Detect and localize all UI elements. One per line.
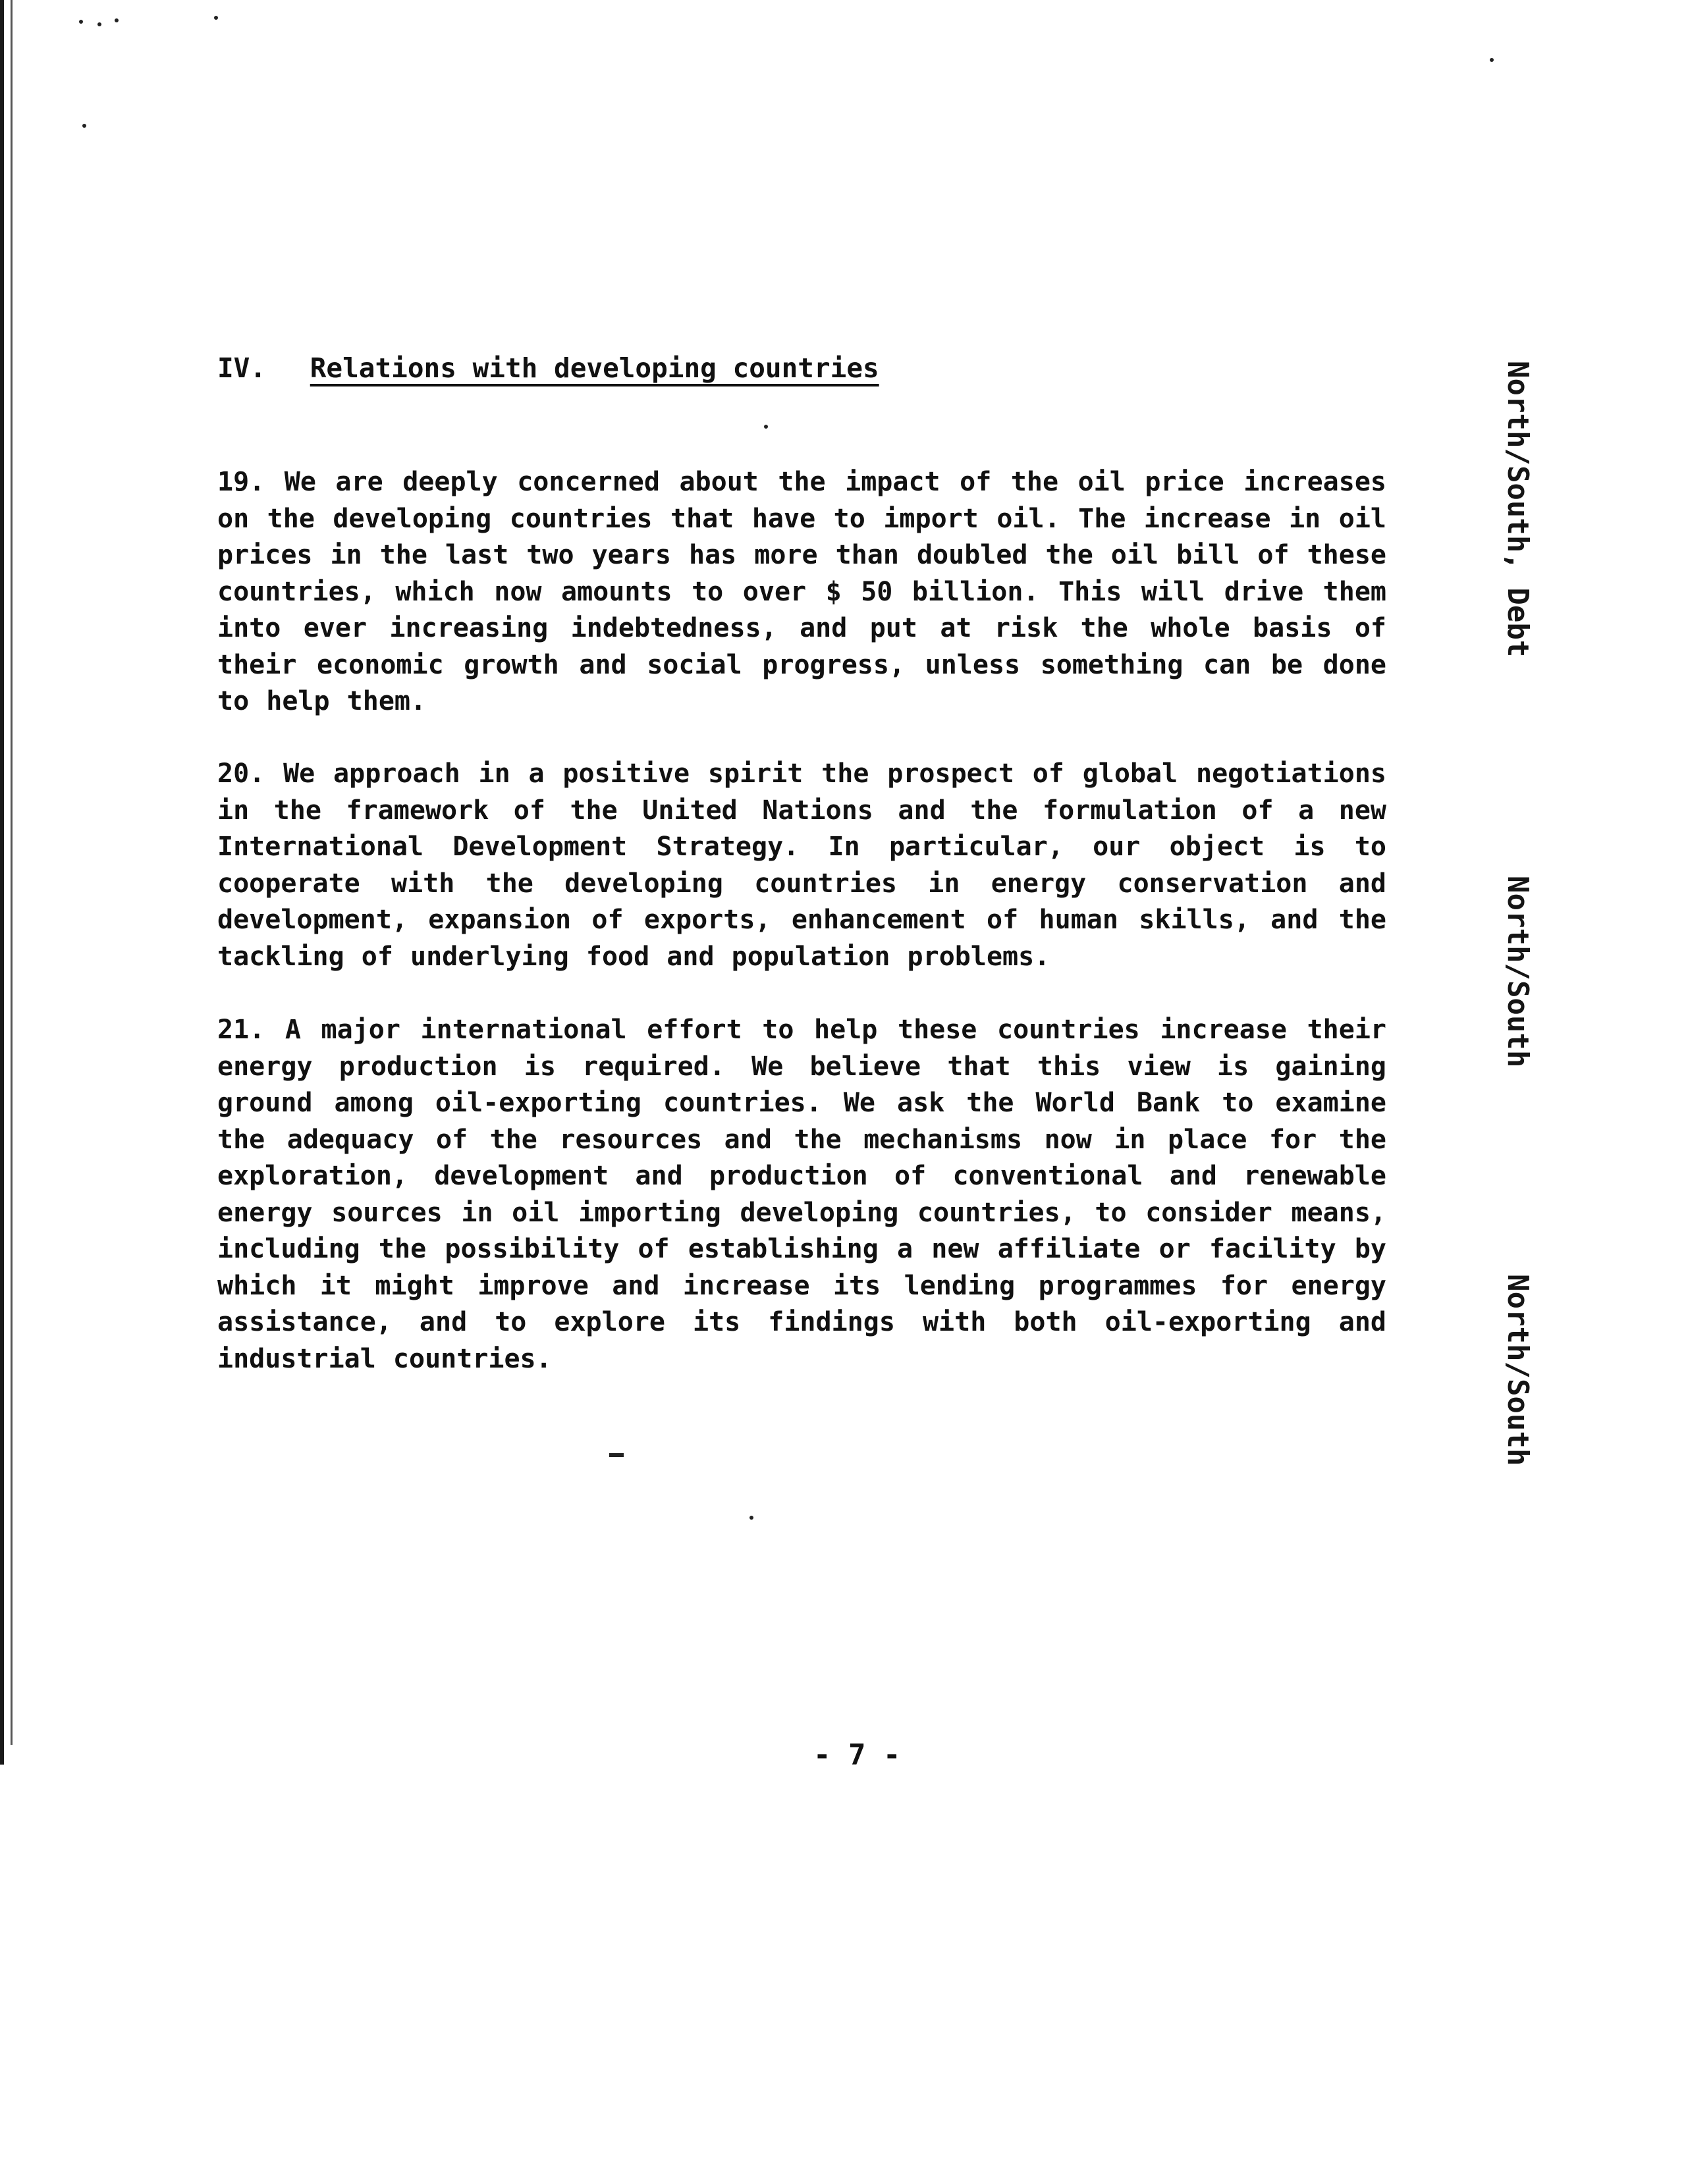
section-number: IV. (217, 352, 267, 384)
section-heading (217, 352, 879, 384)
paragraph-21: 21. A major international effort to help these countries increase their energy production is required. We believe that this view is gaining ground among oil-exporting countries. We ask the World Bank to examine the adequacy of the resources and the mechanisms now in place for the exploration, development and production of conventional and renewable energy sources in oil importing developing countries, to consider means, including the possibility of establishing a new affiliate or facility by which it might improve and increase its lending programmes for energy assistance, and to explore its findings with both oil-exporting and industrial countries. (217, 1015, 1386, 1374)
paragraph-19: 19. We are deeply concerned about the impact of the oil price increases on the developing countries that have to import oil. The increase in oil prices in the last two years has more than doubled the oil bill of these countries, which now amounts to over $ 50 billion. This will drive them into ever increasing indebtedness, and put at risk the whole basis of their economic growth and social progress, unless something can be done to help them. (217, 467, 1386, 716)
section-title: Relations with developing countries (310, 352, 879, 384)
margin-note-north-south: North/South (1501, 876, 1535, 1068)
scan-speck (764, 425, 768, 429)
page-number: - 7 - (813, 1738, 901, 1772)
scan-speck (82, 124, 86, 128)
margin-note-north-south: North/South (1501, 1274, 1535, 1466)
scan-dash-mark (609, 1453, 624, 1457)
scan-left-edge-line (11, 0, 13, 1745)
scan-speck (79, 20, 83, 24)
scan-speck (214, 16, 218, 20)
scan-speck (749, 1516, 753, 1520)
scan-speck (97, 22, 101, 26)
margin-note-north-south-debt: North/South, Debt (1501, 361, 1535, 658)
scan-speck (1490, 58, 1494, 62)
scan-left-edge (0, 0, 4, 1765)
paragraph-20: 20. We approach in a positive spirit the prospect of global negotiations in the framework of the United Nations and the formulation of a new International Development Strategy. In particular, our object is to cooperate with the developing countries in energy conservation and development, expansion of exports, enhancement of human skills, and the tackling of underlying food and population problems. (217, 759, 1386, 972)
scan-speck (115, 18, 119, 22)
